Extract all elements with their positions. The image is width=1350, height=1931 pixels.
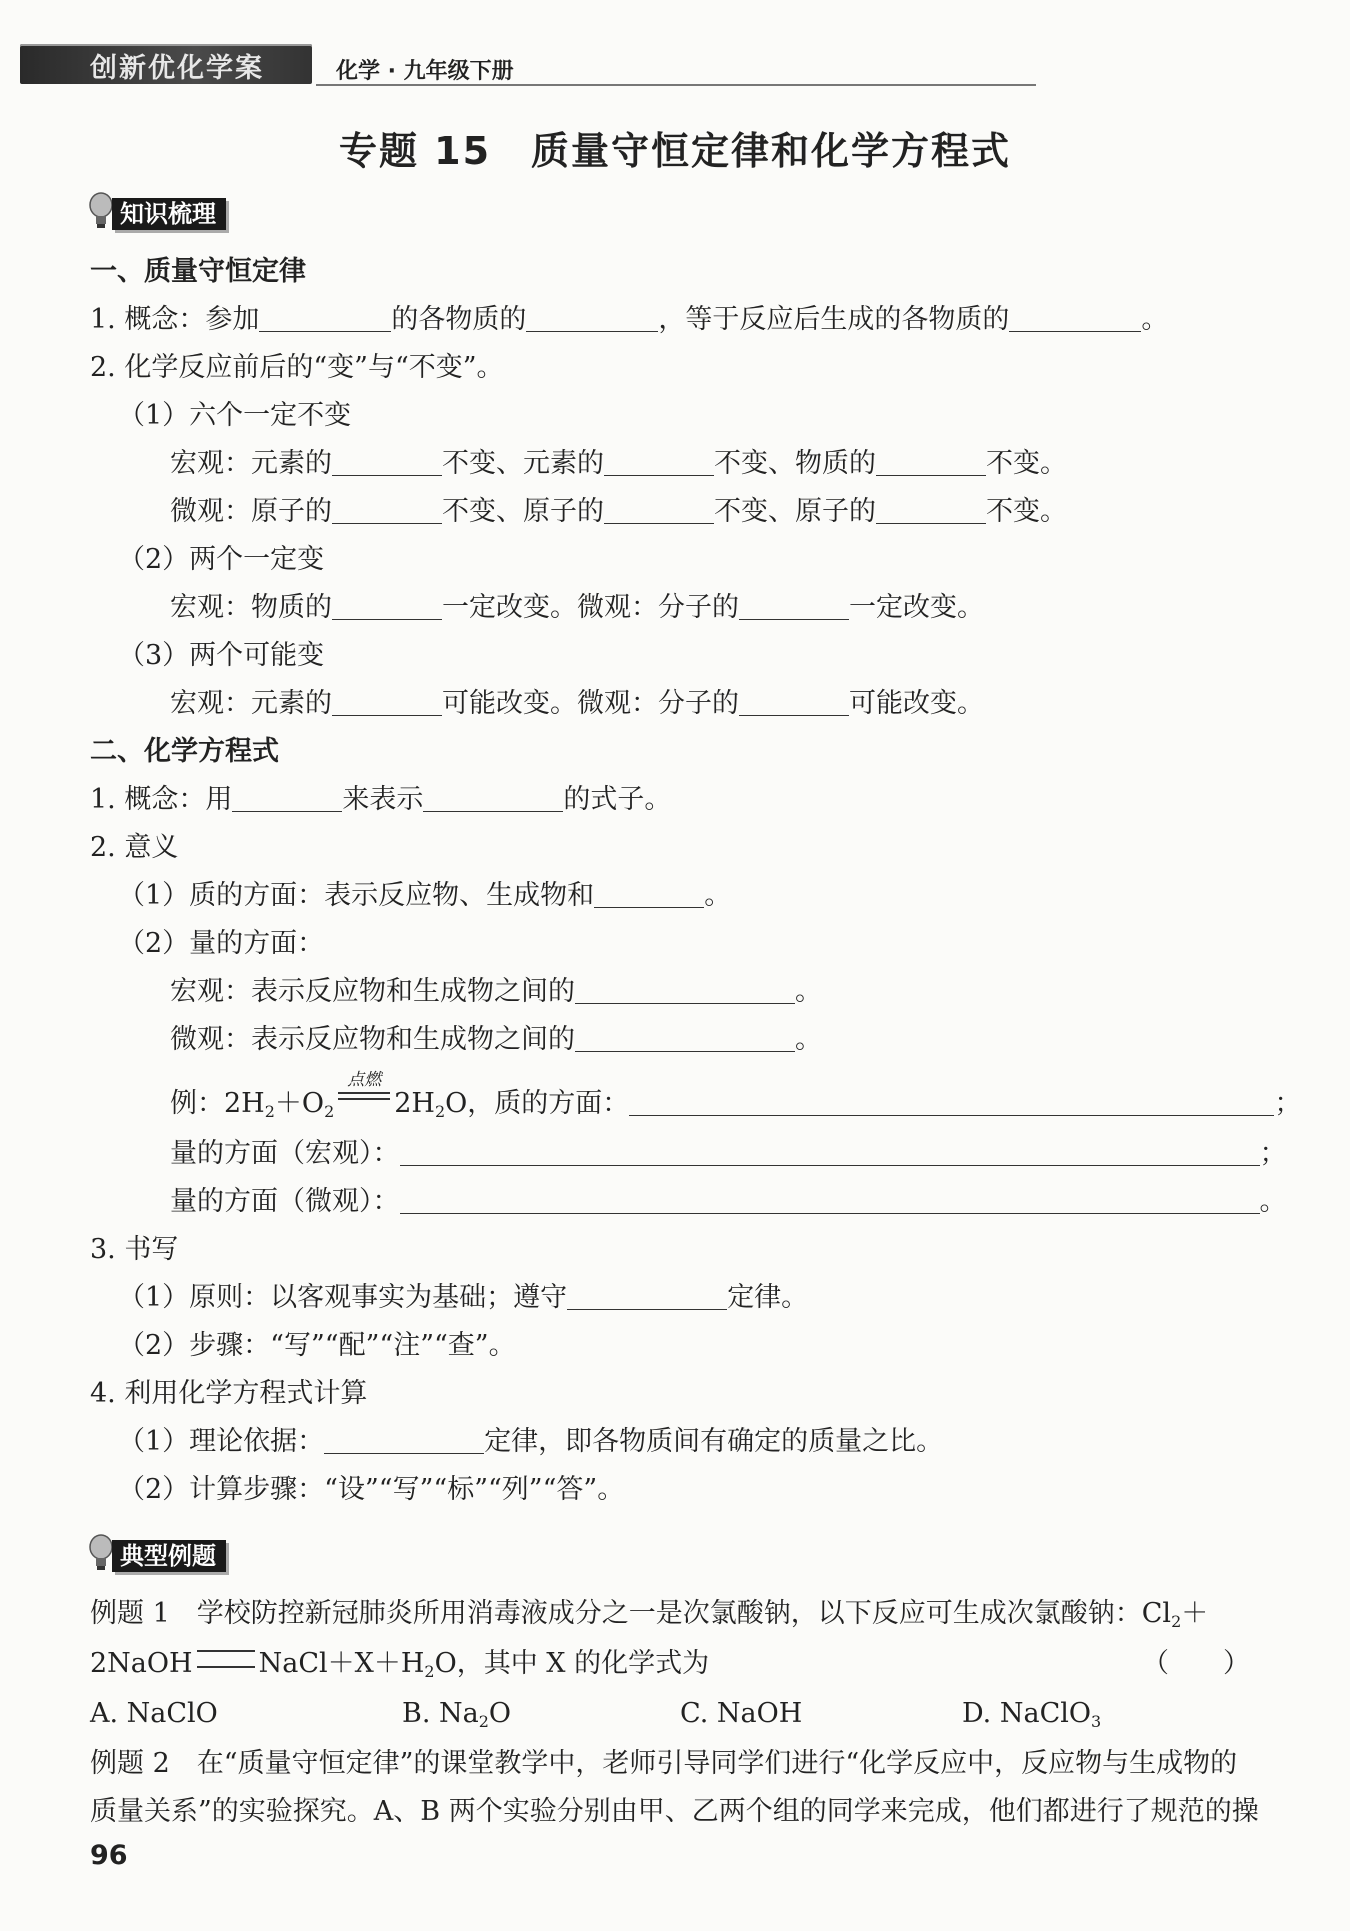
text-line: 3. 书写 [90, 1234, 179, 1265]
text: 不变。 [986, 448, 1067, 479]
text-line-concept-2 [90, 780, 671, 820]
example-2-line-1: 例题 2 在“质量守恒定律”的课堂教学中，老师引导同学们进行“化学反应中，反应物与生成物的 [90, 1748, 1238, 1779]
brand-bar [20, 44, 312, 84]
text-line: 2. 化学反应前后的“变”与“不变”。 [90, 352, 504, 383]
equals-sign [197, 1650, 255, 1668]
text-line: （3）两个可能变 [118, 640, 325, 671]
text: 2H [394, 1088, 435, 1119]
text: ＋ [1181, 1598, 1209, 1629]
text-line-concept-1 [90, 300, 1168, 340]
text: 的式子。 [563, 784, 672, 815]
option-d[interactable] [962, 1694, 1101, 1734]
text: 例题 1 学校防控新冠肺炎所用消毒液成分之一是次氯酸钠，以下反应可生成次氯酸钠：Cl [90, 1598, 1172, 1629]
lightbulb-icon [88, 1534, 114, 1572]
text: NaCl＋X＋H [258, 1648, 425, 1679]
text: D. NaClO [962, 1698, 1092, 1729]
fill-blank[interactable] [400, 1183, 1260, 1214]
page-title: 专题 15 质量守恒定律和化学方程式 [338, 129, 1012, 173]
text-line-macro-2 [170, 972, 822, 1012]
answer-parentheses[interactable]: （ ） [1142, 1648, 1250, 1679]
fill-blank[interactable] [526, 301, 658, 332]
text: 宏观：物质的 [170, 592, 332, 623]
text-line-quality [118, 876, 731, 916]
fill-blank[interactable] [332, 493, 442, 524]
text: 宏观：元素的 [170, 688, 332, 719]
fill-blank[interactable] [332, 685, 442, 716]
knowledge-badge-label: 知识梳理 [112, 198, 226, 230]
text: 。 [1259, 1186, 1287, 1217]
text-line: （2）两个一定变 [118, 544, 325, 575]
fill-blank[interactable] [1009, 301, 1141, 332]
subscript: 2 [324, 1102, 335, 1121]
text: 。 [704, 880, 732, 911]
fill-blank[interactable] [575, 1021, 795, 1052]
text: （1）理论依据： [118, 1426, 325, 1457]
subscript: 2 [478, 1712, 489, 1731]
text: 。 [795, 1024, 822, 1055]
example-equation-line [170, 1070, 1302, 1124]
text-line: （2）步骤：“写”“配”“注”“查”。 [118, 1330, 516, 1361]
text-line: 4. 利用化学方程式计算 [90, 1378, 368, 1409]
text-line-micro-2 [170, 1020, 822, 1060]
text-line-macro-amount [170, 1134, 1287, 1174]
section-heading-2: 二、化学方程式 [90, 736, 279, 767]
text: 2NaOH [90, 1648, 193, 1679]
text-line-micro-amount [170, 1182, 1287, 1222]
subscript: 2 [434, 1102, 446, 1121]
example-1-line-2 [90, 1644, 1250, 1684]
text: O，质的方面： [445, 1088, 630, 1119]
subscript: 3 [1091, 1712, 1102, 1731]
text-line: （1）六个一定不变 [118, 400, 352, 431]
fill-blank[interactable] [324, 1423, 484, 1454]
text-line: （2）量的方面： [118, 928, 325, 959]
fill-blank[interactable] [232, 781, 342, 812]
text: 量的方面（宏观）： [170, 1138, 400, 1169]
header-subject: 化学 · 九年级下册 [336, 59, 514, 84]
text: 可能改变。微观：分子的 [442, 688, 739, 719]
text: ＋O [274, 1088, 325, 1119]
text: 。 [795, 976, 822, 1007]
text: O [488, 1698, 512, 1729]
text: 定律。 [727, 1282, 809, 1313]
text: 量的方面（微观）： [170, 1186, 400, 1217]
fill-blank[interactable] [604, 445, 714, 476]
fill-blank[interactable] [739, 685, 849, 716]
text: 不变、原子的 [714, 496, 876, 527]
example-1-line-1 [90, 1594, 1208, 1634]
text-line-macro-1 [170, 444, 1067, 484]
text: 不变。 [986, 496, 1067, 527]
section-heading-1: 一、质量守恒定律 [90, 256, 306, 287]
example-badge-label: 典型例题 [112, 1540, 226, 1572]
text-line: （2）计算步骤：“设”“写”“标”“列”“答”。 [118, 1474, 625, 1505]
text: 定律，即各物质间有确定的质量之比。 [484, 1426, 944, 1457]
text: （1）原则：以客观事实为基础；遵守 [118, 1282, 568, 1313]
text: 的各物质的 [391, 304, 527, 335]
fill-blank[interactable] [739, 589, 849, 620]
fill-blank[interactable] [876, 493, 986, 524]
lightbulb-icon [88, 192, 114, 230]
option-b[interactable] [402, 1694, 511, 1734]
text: O，其中 X 的化学式为 [434, 1648, 710, 1679]
text-line-micro-1 [170, 492, 1067, 532]
text: ； [1274, 1088, 1302, 1119]
text: （1）质的方面：表示反应物、生成物和 [118, 880, 595, 911]
text-line-change [170, 588, 984, 628]
example-2-line-2: 质量关系”的实验探究。A、B 两个实验分别由甲、乙两个组的同学来完成，他们都进行了规范的操 [90, 1796, 1259, 1827]
fill-blank[interactable] [259, 301, 391, 332]
text: 1. 概念：用 [90, 784, 233, 815]
text: 微观：表示反应物和生成物之间的 [170, 1024, 575, 1055]
fill-blank[interactable] [423, 781, 563, 812]
condition-text: 点燃 [347, 1070, 382, 1090]
option-c[interactable]: C. NaOH [680, 1698, 803, 1729]
fill-blank[interactable] [876, 445, 986, 476]
text: ； [1259, 1138, 1287, 1169]
text: 微观：原子的 [170, 496, 332, 527]
text: 宏观：表示反应物和生成物之间的 [170, 976, 575, 1007]
subscript: 2 [264, 1102, 275, 1121]
fill-blank[interactable] [629, 1085, 1274, 1116]
text: 一定改变。 [849, 592, 984, 623]
reaction-condition [334, 1070, 394, 1112]
text-line: 2. 意义 [90, 832, 179, 863]
page-number: 96 [90, 1840, 128, 1871]
text: 宏观：元素的 [170, 448, 332, 479]
fill-blank[interactable] [332, 589, 442, 620]
text: B. Na [402, 1698, 479, 1729]
text: 不变、物质的 [714, 448, 876, 479]
page-header [20, 44, 1030, 86]
text: ，等于反应后生成的各物质的 [658, 304, 1010, 335]
text: 例：2H [170, 1088, 265, 1119]
text: 1. 概念：参加 [90, 304, 260, 335]
fill-blank[interactable] [400, 1135, 1260, 1166]
text-line-basis [118, 1422, 943, 1462]
text: 。 [1141, 304, 1169, 335]
fill-blank[interactable] [594, 877, 704, 908]
fill-blank[interactable] [575, 973, 795, 1004]
subscript: 2 [1171, 1612, 1182, 1631]
fill-blank[interactable] [567, 1279, 727, 1310]
header-rule [316, 84, 1036, 86]
text: 不变、原子的 [442, 496, 604, 527]
brand-logo: 创新优化学案 [90, 53, 264, 84]
text: 来表示 [342, 784, 424, 815]
fill-blank[interactable] [332, 445, 442, 476]
text: 不变、元素的 [442, 448, 604, 479]
text: 可能改变。 [849, 688, 984, 719]
fill-blank[interactable] [604, 493, 714, 524]
option-a[interactable]: A. NaClO [90, 1698, 218, 1729]
text-line-maybe-change [170, 684, 984, 724]
text-line-principle [118, 1278, 808, 1318]
subscript: 2 [424, 1662, 435, 1681]
text: 一定改变。微观：分子的 [442, 592, 739, 623]
